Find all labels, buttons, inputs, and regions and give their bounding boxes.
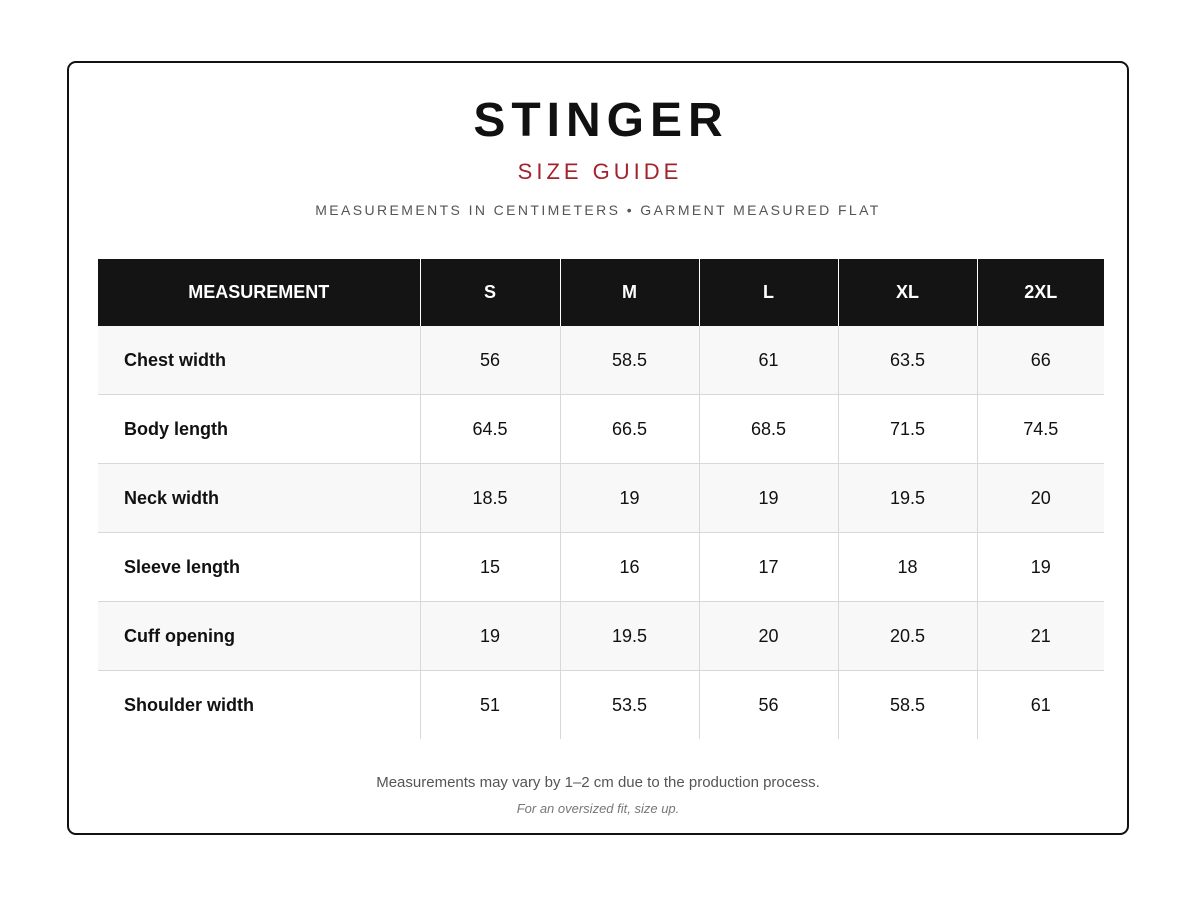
column-header-l: L: [699, 259, 838, 326]
table-cell: 56: [699, 671, 838, 740]
row-label: Neck width: [98, 464, 420, 533]
column-header-xl: XL: [838, 259, 977, 326]
fit-tip: For an oversized fit, size up.: [516, 801, 680, 816]
table-cell: 20: [699, 602, 838, 671]
column-header-m: M: [560, 259, 699, 326]
brand-title: STINGER: [473, 94, 729, 147]
table-cell: 58.5: [838, 671, 977, 740]
table-cell: 74.5: [977, 395, 1104, 464]
table-cell: 20.5: [838, 602, 977, 671]
table-cell: 19.5: [838, 464, 977, 533]
table-cell: 61: [699, 326, 838, 395]
table-cell: 19.5: [560, 602, 699, 671]
column-header-s: S: [420, 259, 560, 326]
table-cell: 58.5: [560, 326, 699, 395]
variance-note: Measurements may vary by 1–2 cm due to the production process.: [376, 774, 820, 791]
table-header-row: [98, 259, 1104, 326]
table-cell: 19: [699, 464, 838, 533]
size-guide-card: [67, 61, 1129, 835]
row-label: Shoulder width: [98, 671, 420, 740]
table-cell: 18: [838, 533, 977, 602]
table-cell: 20: [977, 464, 1104, 533]
table-row-body-length: [98, 395, 1104, 464]
row-label: Body length: [98, 395, 420, 464]
table-cell: 64.5: [420, 395, 560, 464]
units-caption: MEASUREMENTS IN CENTIMETERS • GARMENT MEASURED FLAT: [315, 202, 881, 218]
table-cell: 53.5: [560, 671, 699, 740]
column-header-measurement: MEASUREMENT: [98, 259, 420, 326]
table-cell: 17: [699, 533, 838, 602]
table-cell: 19: [977, 533, 1104, 602]
table-cell: 18.5: [420, 464, 560, 533]
size-guide-subtitle: SIZE GUIDE: [517, 159, 683, 184]
table-cell: 16: [560, 533, 699, 602]
table-cell: 19: [560, 464, 699, 533]
table-cell: 19: [420, 602, 560, 671]
table-cell: 71.5: [838, 395, 977, 464]
row-label: Cuff opening: [98, 602, 420, 671]
row-label: Sleeve length: [98, 533, 420, 602]
table-row-sleeve-length: [98, 533, 1104, 602]
table-cell: 15: [420, 533, 560, 602]
column-header-2xl: 2XL: [977, 259, 1104, 326]
table-cell: 56: [420, 326, 560, 395]
table-cell: 66: [977, 326, 1104, 395]
table-row-chest-width: [98, 326, 1104, 395]
table-cell: 68.5: [699, 395, 838, 464]
table-row-neck-width: [98, 464, 1104, 533]
table-row-cuff-opening: [98, 602, 1104, 671]
table-cell: 63.5: [838, 326, 977, 395]
table-cell: 61: [977, 671, 1104, 740]
table-cell: 21: [977, 602, 1104, 671]
table-row-shoulder-width: [98, 671, 1104, 740]
size-table: [98, 259, 1104, 739]
row-label: Chest width: [98, 326, 420, 395]
table-cell: 51: [420, 671, 560, 740]
table-cell: 66.5: [560, 395, 699, 464]
